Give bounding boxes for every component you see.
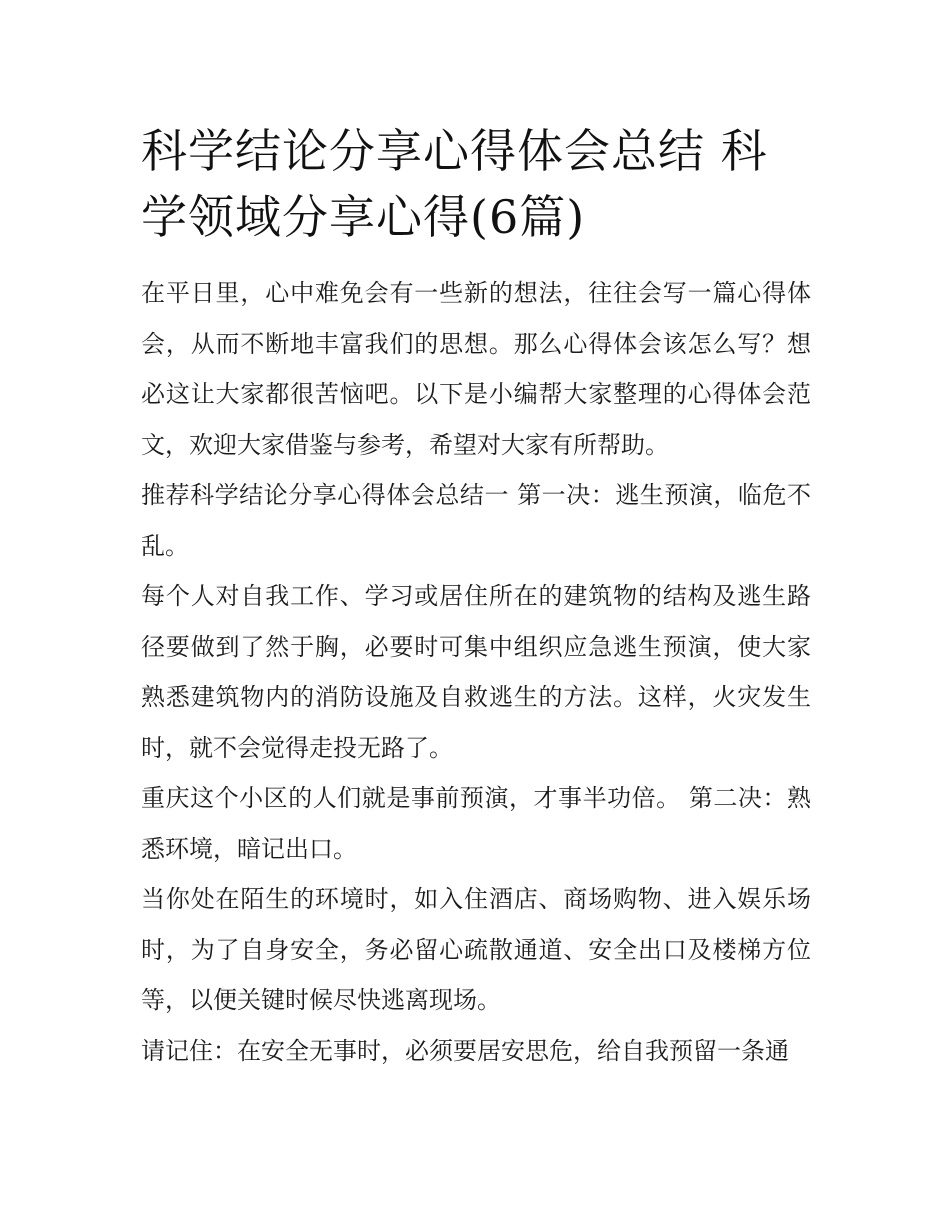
- document-body: [141, 268, 811, 1076]
- paragraph-intro: 在平日里，心中难免会有一些新的想法，往往会写一篇心得体会，从而不断地丰富我们的思想。那么心得体会该怎么写？想必这让大家都很苦恼吧。以下是小编帮大家整理的心得体会范文，欢迎大家借鉴与参考，希望对大家有所帮助。: [141, 279, 811, 459]
- paragraph-section-two-heading: 重庆这个小区的人们就是事前预演，才事半功倍。 第二决：熟悉环境，暗记出口。: [141, 784, 811, 863]
- paragraph-escape-drill: 每个人对自我工作、学习或居住所在的建筑物的结构及逃生路径要做到了然于胸，必要时可集中组织应急逃生预演，使大家熟悉建筑物内的消防设施及自救逃生的方法。这样，火灾发生时，就不会觉得走投无路了。: [141, 582, 811, 762]
- document-content: [141, 118, 811, 1076]
- paragraph-section-one-heading: 推荐科学结论分享心得体会总结一 第一决：逃生预演，临危不乱。: [141, 481, 811, 560]
- document-title: 科学结论分享心得体会总结 科学领域分享心得(6篇): [141, 124, 768, 244]
- paragraph-unfamiliar-environment: 当你处在陌生的环境时，如入住酒店、商场购物、进入娱乐场时，为了自身安全，务必留心疏散通道、安全出口及楼梯方位等，以便关键时候尽快逃离现场。: [141, 885, 811, 1014]
- paragraph-remember: 请记住：在安全无事时，必须要居安思危，给自我预留一条通: [141, 1036, 789, 1065]
